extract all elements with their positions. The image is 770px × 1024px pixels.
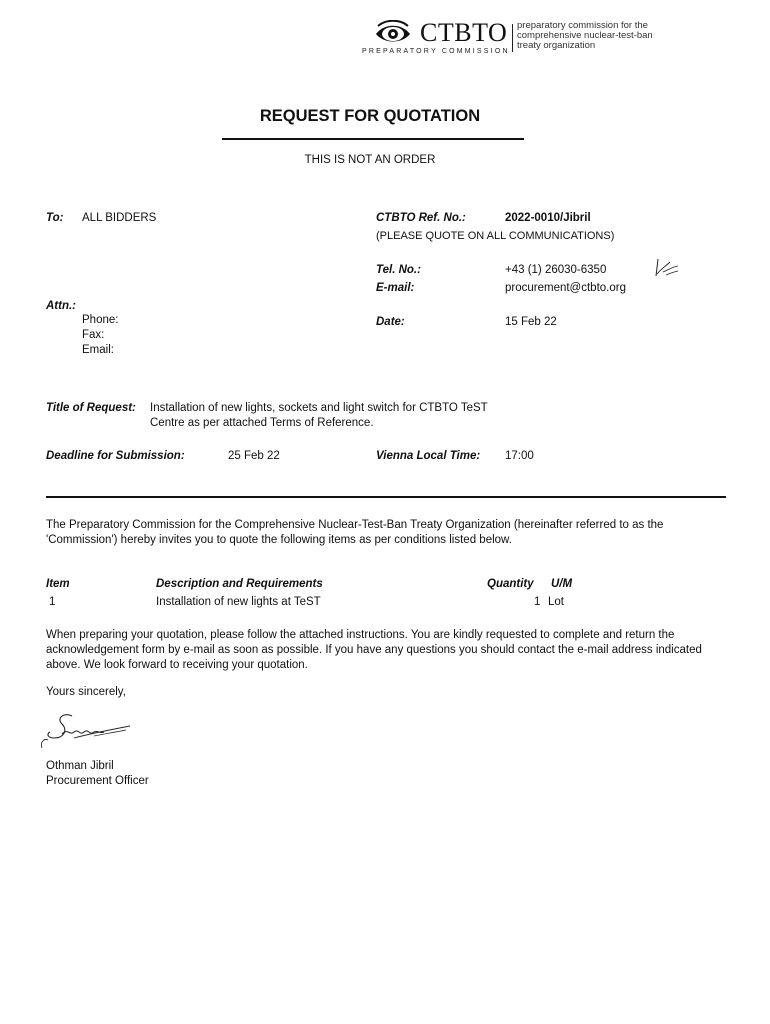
instructions-paragraph: When preparing your quotation, please follow the attached instructions. You are kindly requested to complete and return the acknowledgement form by e-mail as soon as possible. If you have any questions you should contact the e-mail address indicated above. We look forward to receiving your quotation. [46,629,702,671]
document-title: REQUEST FOR QUOTATION [259,107,481,125]
deadline-value: 25 Feb 22 [228,450,280,462]
logo-tagline [517,21,653,51]
ctbto-logo [360,18,710,58]
table-header-quantity: Quantity [487,578,534,590]
logo-tagline-line: preparatory commission for the [517,20,648,31]
table-header-item: Item [46,578,70,590]
handwritten-initials [652,256,682,280]
logo-tagline-line: treaty organization [517,40,596,51]
date-value: 15 Feb 22 [505,316,557,328]
logo-subline: PREPARATORY COMMISSION [362,48,510,55]
to-value: ALL BIDDERS [82,212,157,224]
ref-value: 2022-0010/Jibril [505,212,591,224]
time-label: Vienna Local Time: [376,450,481,462]
ref-note: (PLEASE QUOTE ON ALL COMMUNICATIONS) [376,230,615,242]
email-ref-label: E-mail: [376,282,415,294]
ref-label: CTBTO Ref. No.: [376,212,466,224]
closing-salutation: Yours sincerely, [46,686,126,698]
table-cell-item: 1 [49,596,56,608]
table-header-description: Description and Requirements [156,578,323,590]
request-title-line: Centre as per attached Terms of Reference. [150,417,374,429]
ctbto-eye-logo-icon [374,20,412,46]
document-subtitle: THIS IS NOT AN ORDER [304,154,436,166]
table-header-um: U/M [551,578,573,590]
fax-label: Fax: [82,329,105,341]
title-underline [222,138,524,140]
signatory-position: Procurement Officer [46,775,149,787]
section-divider [46,496,726,498]
deadline-label: Deadline for Submission: [46,450,185,462]
logo-tagline-line: comprehensive nuclear-test-ban [517,30,653,41]
phone-label: Phone: [82,314,119,326]
email-ref-value: procurement@ctbto.org [505,282,626,294]
signatory-name: Othman Jibril [46,760,114,772]
date-label: Date: [376,316,405,328]
to-label: To: [46,212,64,224]
tel-label: Tel. No.: [376,264,421,276]
logo-divider [512,24,513,52]
logo-wordmark: CTBTO [420,18,508,47]
table-cell-quantity: 1 [534,596,541,608]
table-cell-um: Lot [548,596,564,608]
intro-paragraph: The Preparatory Commission for the Comprehensive Nuclear-Test-Ban Treaty Organization (hereinafter referred to as the 'Commission') hereby invites you to quote the following items as per conditions listed below. [46,519,664,546]
request-title-line: Installation of new lights, sockets and light switch for CTBTO TeST [150,402,488,414]
time-value: 17:00 [505,450,534,462]
tel-value: +43 (1) 26030-6350 [505,264,607,276]
table-cell-description: Installation of new lights at TeST [156,596,321,608]
attn-label: Attn.: [46,300,77,312]
email-label: Email: [82,344,114,356]
request-title-label: Title of Request: [46,402,136,414]
handwritten-signature [34,708,134,758]
